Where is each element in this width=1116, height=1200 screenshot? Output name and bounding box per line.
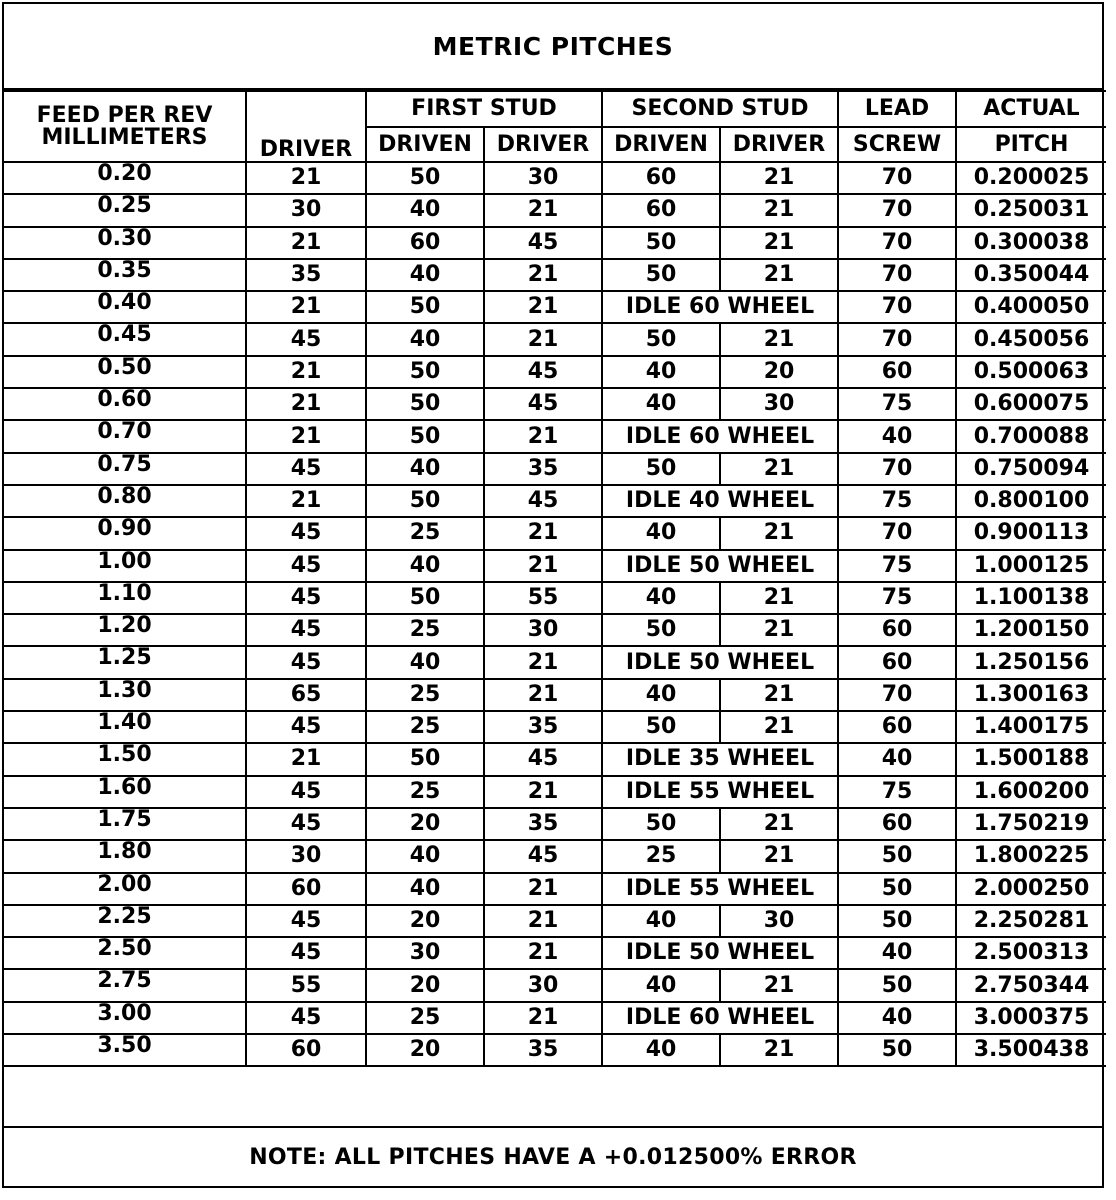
- second-stud-driven-cell: 50: [602, 711, 720, 743]
- driver-cell: 21: [246, 356, 366, 388]
- feed-cell: 0.25: [4, 194, 246, 226]
- driver-cell: 45: [246, 905, 366, 937]
- first-stud-driven-cell: 50: [366, 485, 484, 517]
- first-stud-driver-cell: 30: [484, 969, 602, 1001]
- actual-header: ACTUAL: [956, 91, 1106, 127]
- second-stud-driver-cell: 21: [720, 194, 838, 226]
- error-note: NOTE: ALL PITCHES HAVE A +0.012500% ERROR: [4, 1126, 1102, 1186]
- actual-pitch-cell: 1.400175: [956, 711, 1106, 743]
- actual-pitch-cell: 3.500438: [956, 1034, 1106, 1066]
- first-stud-driver-cell: 21: [484, 259, 602, 291]
- first-stud-driver-cell: 21: [484, 873, 602, 905]
- lead-screw-cell: 50: [838, 969, 956, 1001]
- actual-pitch-cell: 2.250281: [956, 905, 1106, 937]
- second-stud-driver-cell: 30: [720, 388, 838, 420]
- feed-cell: 0.35: [4, 259, 246, 291]
- first-stud-driven-cell: 20: [366, 969, 484, 1001]
- second-stud-driver-cell: 30: [720, 905, 838, 937]
- lead-screw-cell: 50: [838, 1034, 956, 1066]
- lead-header: LEAD: [838, 91, 956, 127]
- first-stud-driven-cell: 20: [366, 1034, 484, 1066]
- first-stud-driven-cell: 50: [366, 162, 484, 194]
- lead-screw-cell: 40: [838, 937, 956, 969]
- actual-pitch-cell: 0.750094: [956, 453, 1106, 485]
- first-stud-driver-cell: 21: [484, 905, 602, 937]
- actual-pitch-cell: 3.000375: [956, 1002, 1106, 1034]
- feed-cell: 0.60: [4, 388, 246, 420]
- second-stud-driver-cell: 21: [720, 323, 838, 355]
- first-stud-driven-cell: 25: [366, 614, 484, 646]
- first-stud-driver-cell: 35: [484, 808, 602, 840]
- table-row: [4, 388, 1106, 420]
- actual-pitch-cell: 1.500188: [956, 743, 1106, 775]
- feed-cell: 0.75: [4, 453, 246, 485]
- second-stud-driven-cell: 60: [602, 162, 720, 194]
- lead-screw-cell: 70: [838, 453, 956, 485]
- first-stud-driver-cell: 35: [484, 711, 602, 743]
- actual-pitch-cell: 2.500313: [956, 937, 1106, 969]
- driver-cell: 21: [246, 420, 366, 452]
- driver-cell: 45: [246, 582, 366, 614]
- first-stud-driver-cell: 21: [484, 291, 602, 323]
- table-row: [4, 1002, 1106, 1034]
- table-row: [4, 582, 1106, 614]
- first-stud-driver-cell: 21: [484, 323, 602, 355]
- second-stud-driven-header: DRIVEN: [602, 127, 720, 162]
- lead-screw-cell: 60: [838, 356, 956, 388]
- first-stud-driven-cell: 40: [366, 840, 484, 872]
- feed-header-line1: FEED PER REV: [36, 102, 213, 128]
- actual-pitch-cell: 0.350044: [956, 259, 1106, 291]
- feed-cell: 0.70: [4, 420, 246, 452]
- lead-screw-cell: 40: [838, 743, 956, 775]
- idle-wheel-cell: IDLE 35 WHEEL: [602, 743, 838, 775]
- first-stud-driver-cell: 35: [484, 453, 602, 485]
- idle-wheel-cell: IDLE 60 WHEEL: [602, 420, 838, 452]
- feed-cell: 1.30: [4, 679, 246, 711]
- lead-screw-cell: 50: [838, 840, 956, 872]
- feed-cell: 1.80: [4, 840, 246, 872]
- table-row: [4, 679, 1106, 711]
- second-stud-driven-cell: 50: [602, 614, 720, 646]
- first-stud-driven-cell: 50: [366, 743, 484, 775]
- first-stud-driven-cell: 50: [366, 388, 484, 420]
- feed-cell: 1.25: [4, 646, 246, 678]
- second-stud-driven-cell: 50: [602, 453, 720, 485]
- table-row: [4, 743, 1106, 775]
- lead-screw-cell: 75: [838, 776, 956, 808]
- driver-cell: 45: [246, 453, 366, 485]
- table-row: [4, 840, 1106, 872]
- second-stud-driver-cell: 21: [720, 969, 838, 1001]
- second-stud-driver-cell: 20: [720, 356, 838, 388]
- driver-cell: 45: [246, 808, 366, 840]
- lead-screw-cell: 70: [838, 227, 956, 259]
- driver-cell: 21: [246, 743, 366, 775]
- first-stud-driven-cell: 30: [366, 937, 484, 969]
- feed-cell: 3.50: [4, 1034, 246, 1066]
- first-stud-driven-cell: 25: [366, 711, 484, 743]
- driver-cell: 45: [246, 550, 366, 582]
- second-stud-driver-cell: 21: [720, 679, 838, 711]
- driver-cell: 60: [246, 1034, 366, 1066]
- first-stud-driven-cell: 25: [366, 1002, 484, 1034]
- lead-screw-cell: 70: [838, 323, 956, 355]
- feed-cell: 0.30: [4, 227, 246, 259]
- feed-cell: 0.20: [4, 162, 246, 194]
- actual-pitch-cell: 1.600200: [956, 776, 1106, 808]
- table-row: [4, 485, 1106, 517]
- page-title: METRIC PITCHES: [4, 4, 1102, 90]
- table-row: [4, 646, 1106, 678]
- second-stud-driver-header: DRIVER: [720, 127, 838, 162]
- pitch-header: PITCH: [956, 127, 1106, 162]
- driver-cell: 45: [246, 937, 366, 969]
- feed-cell: 1.00: [4, 550, 246, 582]
- table-row: [4, 227, 1106, 259]
- first-stud-driver-cell: 21: [484, 1002, 602, 1034]
- second-stud-driver-cell: 21: [720, 808, 838, 840]
- second-stud-driven-cell: 25: [602, 840, 720, 872]
- table-row: [4, 808, 1106, 840]
- lead-screw-cell: 70: [838, 291, 956, 323]
- second-stud-driver-cell: 21: [720, 259, 838, 291]
- driver-cell: 21: [246, 388, 366, 420]
- lead-screw-cell: 50: [838, 873, 956, 905]
- second-stud-driven-cell: 40: [602, 969, 720, 1001]
- first-stud-driven-cell: 40: [366, 550, 484, 582]
- actual-pitch-cell: 2.000250: [956, 873, 1106, 905]
- second-stud-driven-cell: 50: [602, 323, 720, 355]
- lead-screw-cell: 60: [838, 808, 956, 840]
- first-stud-driven-cell: 40: [366, 873, 484, 905]
- first-stud-driven-cell: 20: [366, 905, 484, 937]
- second-stud-driven-cell: 40: [602, 679, 720, 711]
- lead-screw-cell: 60: [838, 614, 956, 646]
- actual-pitch-cell: 1.200150: [956, 614, 1106, 646]
- second-stud-driver-cell: 21: [720, 614, 838, 646]
- driver-cell: 30: [246, 194, 366, 226]
- table-row: [4, 614, 1106, 646]
- feed-cell: 1.60: [4, 776, 246, 808]
- actual-pitch-cell: 1.750219: [956, 808, 1106, 840]
- first-stud-driven-cell: 50: [366, 420, 484, 452]
- second-stud-driven-cell: 50: [602, 259, 720, 291]
- idle-wheel-cell: IDLE 60 WHEEL: [602, 1002, 838, 1034]
- table-row: [4, 937, 1106, 969]
- driver-header: DRIVER: [246, 91, 366, 162]
- actual-pitch-cell: 0.500063: [956, 356, 1106, 388]
- idle-wheel-cell: IDLE 55 WHEEL: [602, 873, 838, 905]
- second-stud-driver-cell: 21: [720, 517, 838, 549]
- driver-cell: 60: [246, 873, 366, 905]
- second-stud-driven-cell: 60: [602, 194, 720, 226]
- first-stud-driver-header: DRIVER: [484, 127, 602, 162]
- feed-cell: 1.75: [4, 808, 246, 840]
- first-stud-driver-cell: 45: [484, 356, 602, 388]
- lead-screw-cell: 40: [838, 1002, 956, 1034]
- second-stud-driven-cell: 40: [602, 356, 720, 388]
- first-stud-driven-cell: 50: [366, 291, 484, 323]
- actual-pitch-cell: 1.100138: [956, 582, 1106, 614]
- driver-cell: 21: [246, 291, 366, 323]
- second-stud-driver-cell: 21: [720, 162, 838, 194]
- first-stud-driver-cell: 21: [484, 550, 602, 582]
- lead-screw-cell: 70: [838, 162, 956, 194]
- table-row: [4, 323, 1106, 355]
- first-stud-driver-cell: 21: [484, 646, 602, 678]
- feed-cell: 2.00: [4, 873, 246, 905]
- first-stud-driven-cell: 40: [366, 453, 484, 485]
- first-stud-driver-cell: 21: [484, 420, 602, 452]
- actual-pitch-cell: 0.250031: [956, 194, 1106, 226]
- feed-cell: 2.50: [4, 937, 246, 969]
- table-row: [4, 453, 1106, 485]
- actual-pitch-cell: 1.300163: [956, 679, 1106, 711]
- first-stud-driven-header: DRIVEN: [366, 127, 484, 162]
- first-stud-driver-cell: 21: [484, 194, 602, 226]
- lead-screw-cell: 70: [838, 679, 956, 711]
- first-stud-driver-cell: 21: [484, 776, 602, 808]
- driver-cell: 55: [246, 969, 366, 1001]
- second-stud-driven-cell: 40: [602, 388, 720, 420]
- first-stud-driven-cell: 40: [366, 323, 484, 355]
- actual-pitch-cell: 1.000125: [956, 550, 1106, 582]
- actual-pitch-cell: 0.300038: [956, 227, 1106, 259]
- feed-cell: 0.80: [4, 485, 246, 517]
- table-row: [4, 194, 1106, 226]
- lead-screw-cell: 60: [838, 646, 956, 678]
- actual-pitch-cell: 2.750344: [956, 969, 1106, 1001]
- table-row: [4, 291, 1106, 323]
- driver-cell: 21: [246, 227, 366, 259]
- first-stud-driver-cell: 30: [484, 614, 602, 646]
- second-stud-driven-cell: 50: [602, 227, 720, 259]
- first-stud-driver-cell: 30: [484, 162, 602, 194]
- table-row: [4, 259, 1106, 291]
- lead-screw-cell: 60: [838, 711, 956, 743]
- second-stud-driven-cell: 40: [602, 905, 720, 937]
- first-stud-driver-cell: 45: [484, 840, 602, 872]
- feed-cell: 1.50: [4, 743, 246, 775]
- pitch-table-body: [4, 162, 1106, 1066]
- feed-cell: 0.50: [4, 356, 246, 388]
- driver-cell: 45: [246, 646, 366, 678]
- second-stud-driver-cell: 21: [720, 453, 838, 485]
- second-stud-driver-cell: 21: [720, 1034, 838, 1066]
- first-stud-driven-cell: 25: [366, 776, 484, 808]
- idle-wheel-cell: IDLE 50 WHEEL: [602, 937, 838, 969]
- actual-pitch-cell: 0.700088: [956, 420, 1106, 452]
- first-stud-driven-cell: 50: [366, 582, 484, 614]
- feed-cell: 1.40: [4, 711, 246, 743]
- driver-cell: 35: [246, 259, 366, 291]
- first-stud-driven-cell: 50: [366, 356, 484, 388]
- actual-pitch-cell: 0.200025: [956, 162, 1106, 194]
- driver-cell: 45: [246, 323, 366, 355]
- first-stud-driven-cell: 40: [366, 194, 484, 226]
- feed-cell: 3.00: [4, 1002, 246, 1034]
- first-stud-driver-cell: 21: [484, 937, 602, 969]
- table-row: [4, 711, 1106, 743]
- feed-header-line2: MILLIMETERS: [41, 124, 208, 150]
- second-stud-driver-cell: 21: [720, 840, 838, 872]
- first-stud-driven-cell: 20: [366, 808, 484, 840]
- actual-pitch-cell: 0.450056: [956, 323, 1106, 355]
- first-stud-driver-cell: 21: [484, 679, 602, 711]
- lead-screw-cell: 70: [838, 517, 956, 549]
- actual-pitch-cell: 1.800225: [956, 840, 1106, 872]
- driver-cell: 30: [246, 840, 366, 872]
- lead-screw-cell: 70: [838, 194, 956, 226]
- driver-cell: 21: [246, 485, 366, 517]
- idle-wheel-cell: IDLE 50 WHEEL: [602, 550, 838, 582]
- table-row: [4, 873, 1106, 905]
- second-stud-header: SECOND STUD: [602, 91, 838, 127]
- actual-pitch-cell: 0.900113: [956, 517, 1106, 549]
- table-row: [4, 969, 1106, 1001]
- actual-pitch-cell: 0.600075: [956, 388, 1106, 420]
- feed-header: [4, 91, 246, 162]
- screw-header: SCREW: [838, 127, 956, 162]
- first-stud-driven-cell: 40: [366, 259, 484, 291]
- driver-cell: 21: [246, 162, 366, 194]
- feed-cell: 2.25: [4, 905, 246, 937]
- driver-cell: 45: [246, 776, 366, 808]
- actual-pitch-cell: 1.250156: [956, 646, 1106, 678]
- table-row: [4, 162, 1106, 194]
- feed-cell: 1.10: [4, 582, 246, 614]
- feed-cell: 2.75: [4, 969, 246, 1001]
- table-row: [4, 905, 1106, 937]
- feed-cell: 0.45: [4, 323, 246, 355]
- first-stud-driver-cell: 21: [484, 517, 602, 549]
- feed-cell: 0.40: [4, 291, 246, 323]
- lead-screw-cell: 40: [838, 420, 956, 452]
- second-stud-driven-cell: 40: [602, 582, 720, 614]
- first-stud-driven-cell: 60: [366, 227, 484, 259]
- second-stud-driver-cell: 21: [720, 582, 838, 614]
- lead-screw-cell: 50: [838, 905, 956, 937]
- metric-pitches-sheet: [2, 2, 1104, 1188]
- first-stud-driver-cell: 55: [484, 582, 602, 614]
- driver-cell: 45: [246, 711, 366, 743]
- table-row: [4, 420, 1106, 452]
- first-stud-driver-cell: 45: [484, 485, 602, 517]
- lead-screw-cell: 75: [838, 388, 956, 420]
- table-row: [4, 776, 1106, 808]
- idle-wheel-cell: IDLE 40 WHEEL: [602, 485, 838, 517]
- table-row: [4, 356, 1106, 388]
- first-stud-driver-cell: 45: [484, 743, 602, 775]
- second-stud-driver-cell: 21: [720, 227, 838, 259]
- feed-cell: 1.20: [4, 614, 246, 646]
- lead-screw-cell: 75: [838, 485, 956, 517]
- driver-cell: 45: [246, 517, 366, 549]
- idle-wheel-cell: IDLE 55 WHEEL: [602, 776, 838, 808]
- first-stud-driver-cell: 45: [484, 388, 602, 420]
- second-stud-driver-cell: 21: [720, 711, 838, 743]
- table-row: [4, 1034, 1106, 1066]
- first-stud-driver-cell: 35: [484, 1034, 602, 1066]
- table-row: [4, 517, 1106, 549]
- actual-pitch-cell: 0.400050: [956, 291, 1106, 323]
- driver-cell: 45: [246, 1002, 366, 1034]
- driver-cell: 65: [246, 679, 366, 711]
- feed-cell: 0.90: [4, 517, 246, 549]
- first-stud-driven-cell: 25: [366, 517, 484, 549]
- lead-screw-cell: 75: [838, 550, 956, 582]
- lead-screw-cell: 70: [838, 259, 956, 291]
- table-row: [4, 550, 1106, 582]
- second-stud-driven-cell: 40: [602, 517, 720, 549]
- second-stud-driven-cell: 50: [602, 808, 720, 840]
- idle-wheel-cell: IDLE 50 WHEEL: [602, 646, 838, 678]
- pitch-table: [4, 90, 1106, 1067]
- idle-wheel-cell: IDLE 60 WHEEL: [602, 291, 838, 323]
- lead-screw-cell: 75: [838, 582, 956, 614]
- first-stud-driver-cell: 45: [484, 227, 602, 259]
- actual-pitch-cell: 0.800100: [956, 485, 1106, 517]
- first-stud-header: FIRST STUD: [366, 91, 602, 127]
- first-stud-driven-cell: 25: [366, 679, 484, 711]
- first-stud-driven-cell: 40: [366, 646, 484, 678]
- driver-cell: 45: [246, 614, 366, 646]
- second-stud-driven-cell: 40: [602, 1034, 720, 1066]
